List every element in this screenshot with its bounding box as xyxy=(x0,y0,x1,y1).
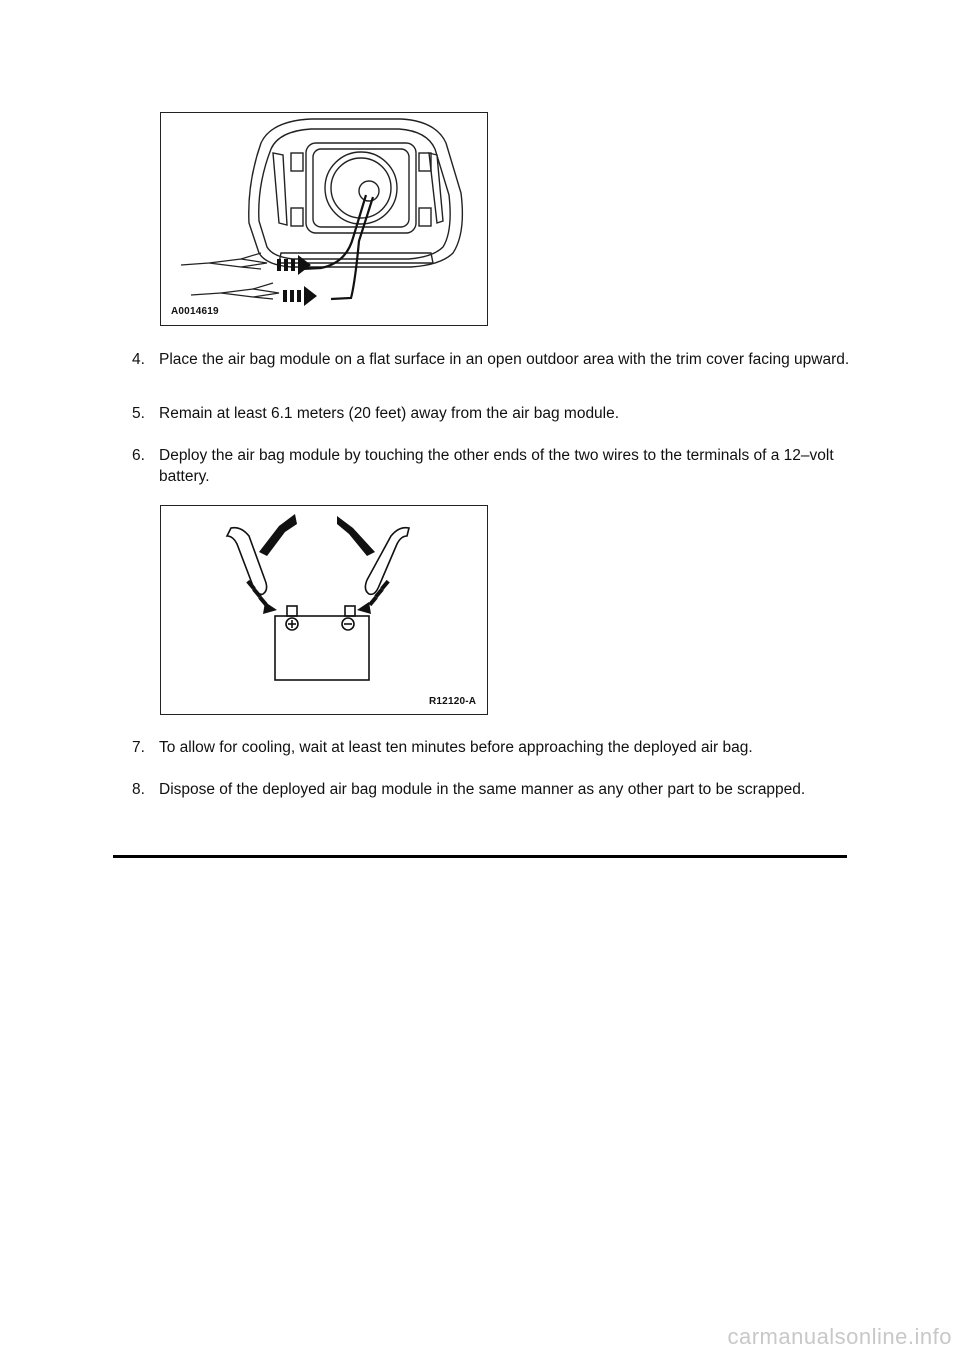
step-text: Place the air bag module on a flat surface in an open outdoor area with the trim cover facing upward. xyxy=(159,351,850,368)
watermark: carmanualsonline.info xyxy=(727,1324,952,1349)
step-text: Remain at least 6.1 meters (20 feet) away from the air bag module. xyxy=(159,405,620,422)
section-divider xyxy=(113,855,847,858)
step-number: 5. xyxy=(132,405,145,422)
step-number: 4. xyxy=(132,351,145,368)
figure-airbag-module xyxy=(160,112,488,326)
step-number: 6. xyxy=(132,447,145,464)
figure-battery xyxy=(160,505,488,715)
figure-label: R12120-A xyxy=(429,696,477,707)
figure-label: A0014619 xyxy=(171,306,219,317)
step-text: To allow for cooling, wait at least ten minutes before approaching the deployed air bag. xyxy=(159,739,753,756)
step-text: Dispose of the deployed air bag module in the same manner as any other part to be scrapped. xyxy=(159,781,806,798)
step-number: 7. xyxy=(132,739,145,756)
step-number: 8. xyxy=(132,781,145,798)
battery-illustration xyxy=(161,506,487,714)
step-text: Deploy the air bag module by touching the other ends of the two wires to the terminals of a 12–volt battery. xyxy=(159,447,834,485)
airbag-module-illustration xyxy=(161,113,487,325)
